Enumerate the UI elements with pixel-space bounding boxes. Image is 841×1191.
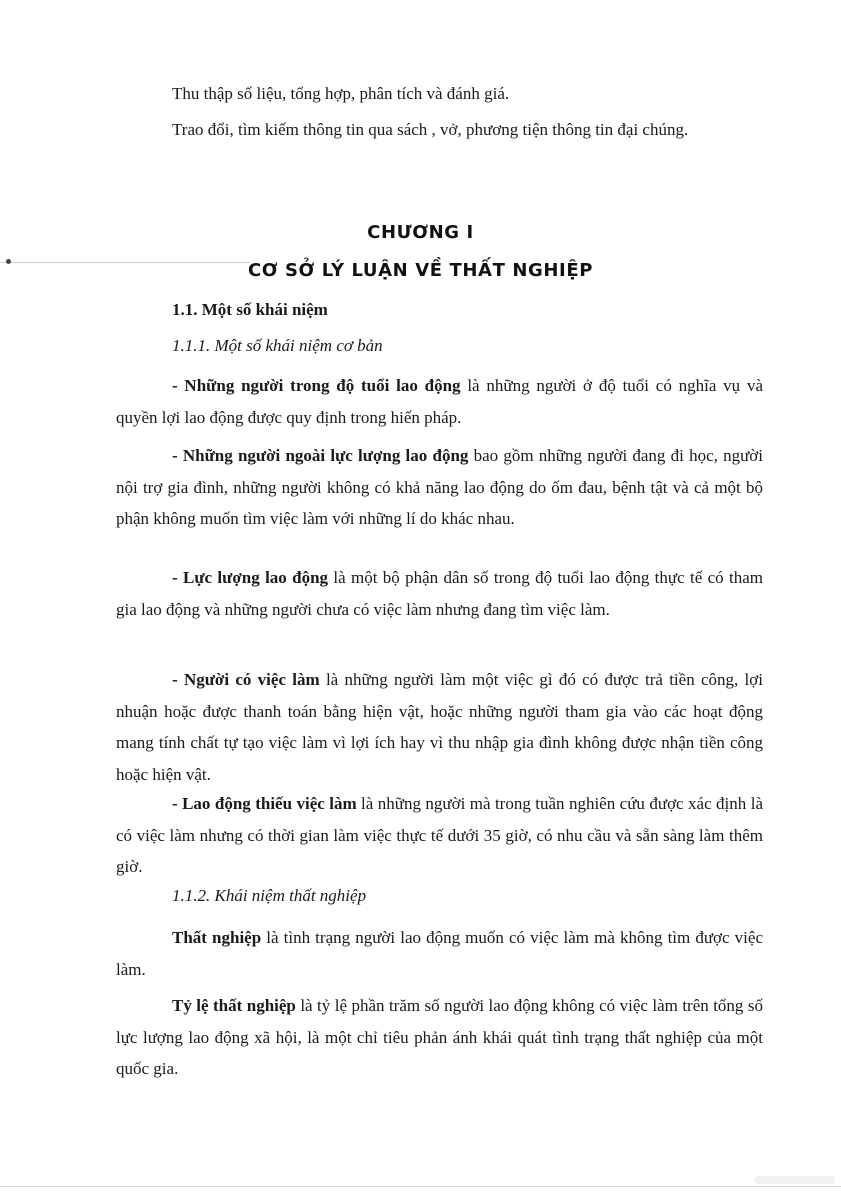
text-unemployment-rate: là tỷ lệ phần trăm số người lao động không có việc làm trên tổng số lực lượng lao động xã hội, là một chỉ tiêu phản ánh khái quát tình trạng thất nghiệp của một quốc gia.: [116, 996, 763, 1078]
text-underemployed: là những người mà trong tuần nghiên cứu được xác định là có việc làm nhưng có thời gian làm việc thực tế dưới 35 giờ, có nhu cầu và sẵn sàng làm thêm giờ.: [116, 794, 763, 876]
definition-working-age: [116, 370, 763, 433]
term-outside-labor-force: - Những người ngoài lực lượng lao động: [172, 446, 469, 465]
definition-employed: [116, 664, 763, 790]
section-1-1-heading: 1.1. Một số khái niệm: [172, 300, 328, 319]
term-underemployed: - Lao động thiếu việc làm: [172, 794, 357, 813]
bottom-rule: [0, 1186, 841, 1187]
section-1-1-1-heading: 1.1.1. Một số khái niệm cơ bản: [172, 336, 383, 355]
term-unemployment-rate: Tỷ lệ thất nghiệp: [172, 996, 296, 1015]
text-unemployment: là tình trạng người lao động muốn có việc làm mà không tìm được việc làm.: [116, 928, 763, 979]
chapter-label: CHƯƠNG I: [367, 222, 474, 243]
term-unemployment: Thất nghiệp: [172, 928, 262, 947]
footer-watermark: [755, 1176, 835, 1184]
definition-outside-labor-force: [116, 440, 763, 535]
term-working-age: - Những người trong độ tuổi lao động: [172, 376, 461, 395]
term-labor-force: - Lực lượng lao động: [172, 568, 329, 587]
intro-line-1: Thu thập số liệu, tổng hợp, phân tích và đánh giá.: [172, 84, 510, 103]
text-working-age: là những người ở độ tuổi có nghĩa vụ và quyền lợi lao động được quy định trong hiến pháp.: [116, 376, 763, 427]
intro-line-2: Trao đổi, tìm kiếm thông tin qua sách , vở, phương tiện thông tin đại chúng.: [172, 120, 689, 139]
text-labor-force: là một bộ phận dân số trong độ tuổi lao động thực tế có tham gia lao động và những người chưa có việc làm nhưng đang tìm việc làm.: [116, 568, 763, 619]
term-employed: - Người có việc làm: [172, 670, 320, 689]
definition-unemployment-rate: [116, 990, 763, 1085]
chapter-title: CƠ SỞ LÝ LUẬN VỀ THẤT NGHIỆP: [247, 260, 594, 281]
text-outside-labor-force: bao gồm những người đang đi học, người nội trợ gia đình, những người không có khả năng lao động do ốm đau, bệnh tật và cả một bộ phận không muốn tìm việc làm với những lí do khác nhau.: [116, 446, 763, 528]
definition-labor-force: [116, 562, 763, 625]
section-1-1-2-heading: 1.1.2. Khái niệm thất nghiệp: [172, 886, 367, 905]
definition-unemployment: [116, 922, 763, 985]
definition-underemployed: [116, 788, 763, 883]
text-employed: là những người làm một việc gì đó có được trả tiền công, lợi nhuận hoặc được thanh toán bằng hiện vật, hoặc những người tham gia vào các hoạt động mang tính chất tự tạo việc làm vì lợi ích hay vì thu nhập gia đình không được nhận tiền công hoặc hiện vật.: [116, 670, 763, 784]
